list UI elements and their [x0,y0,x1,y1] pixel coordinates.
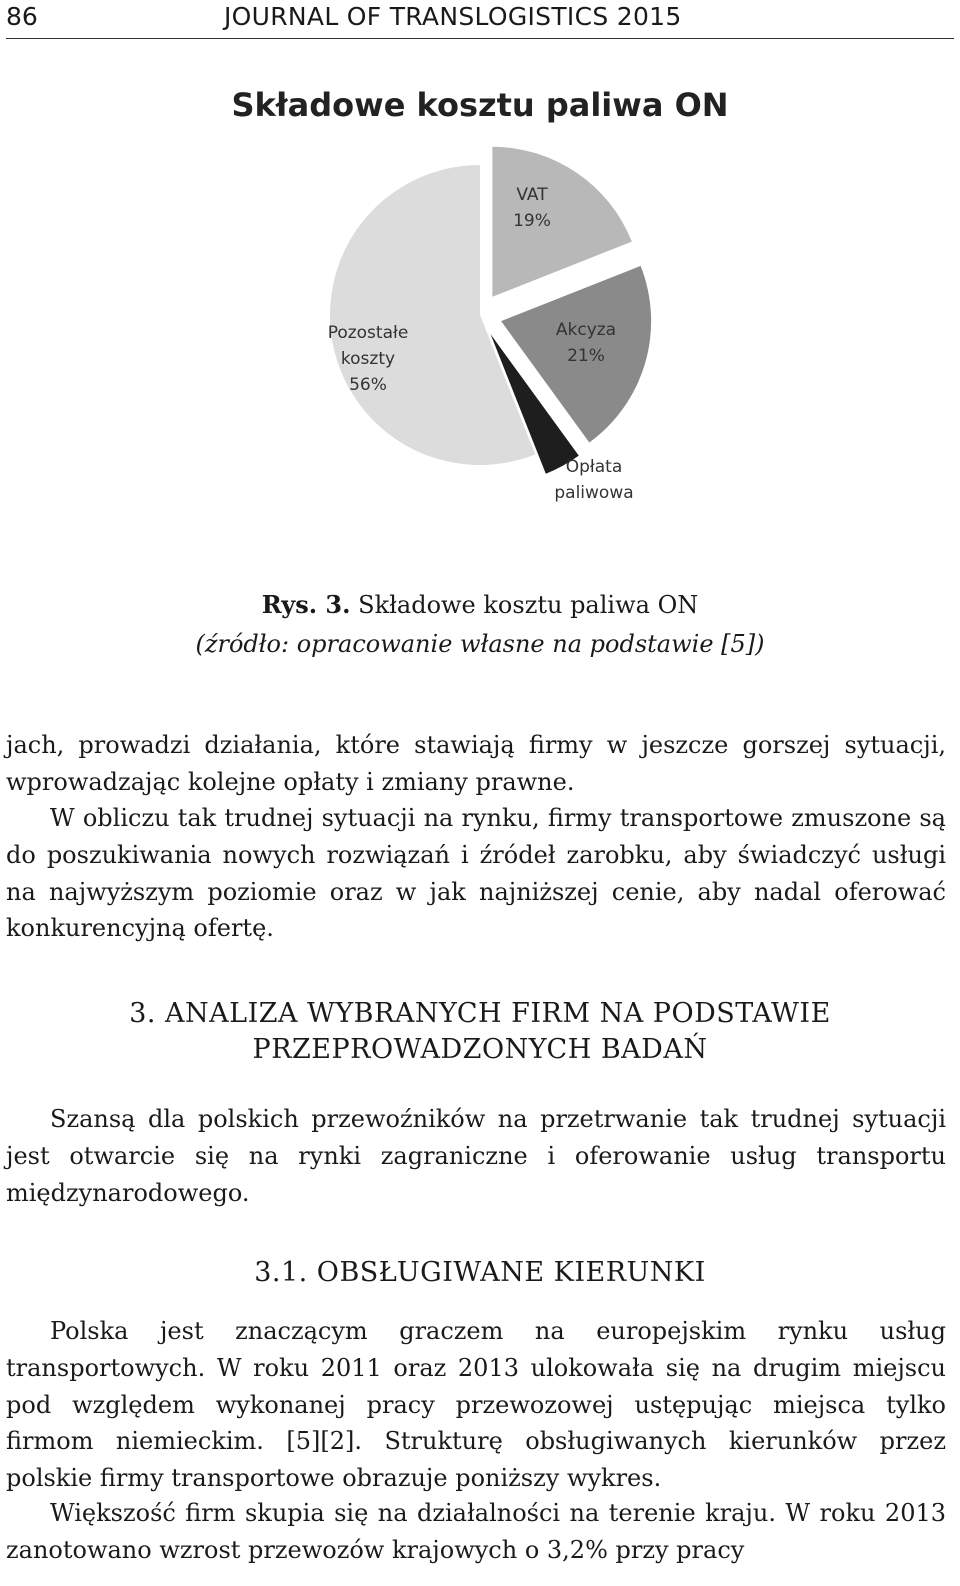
section-heading-line2: PRZEPROWADZONYCH BADAŃ [252,1034,708,1065]
page-header [6,0,954,39]
pie-label-0: VAT 19% [513,185,551,231]
pie-label-3: Pozostałe koszty 56% [327,323,409,395]
subsection-heading-3-1: 3.1. OBSŁUGIWANE KIERUNKI [254,1257,706,1288]
paragraph-2: W obliczu tak trudnej sytuacji na rynku, firmy transportowe zmuszone są do poszukiwania nowych rozwiązań i źródeł zarobku, aby świadczyć usługi na najwyższym poziomie oraz w jak najniższej cenie, aby nadal oferować konkurencyjną ofertę. [6,804,946,943]
pie-chart [230,80,730,520]
paragraph-5: Większość firm skupia się na działalności na terenie kraju. W roku 2013 zanotowano wzrost przewozów krajowych o 3,2% przy pracy [6,1499,946,1564]
section-heading-3 [0,996,960,1068]
figure-caption [0,590,960,619]
pie-label-1: Akcyza 21% [555,320,617,366]
page-number: 86 [6,2,38,31]
section-heading-line1: 3. ANALIZA WYBRANYCH FIRM NA PODSTAWIE [129,998,831,1029]
paragraph-1: jach, prowadzi działania, które stawiają firmy w jeszcze gorszej sytuacji, wprowadzając kolejne opłaty i zmiany prawne. [6,731,946,796]
figure-source: (źródło: opracowanie własne na podstawie [5]) [195,630,765,658]
paragraph-4: Polska jest znaczącym graczem na europejskim rynku usług transportowych. W roku 2011 oraz 2013 ulokowała się na drugim miejscu pod względem wykonanej pracy przewozowej ustępując miejsca tylko firmom niemieckim. [5][2]. Strukturę obsługiwanych kierunków przez polskie firmy transportowe obrazuje poniższy wykres. [6,1317,946,1493]
paragraph-3: Szansą dla polskich przewoźników na przetrwanie tak trudnej sytuacji jest otwarcie się na rynki zagraniczne i oferowanie usług transportu międzynarodowego. [6,1105,946,1207]
caption-label: Rys. 3. [261,590,351,619]
journal-title: JOURNAL OF TRANSLOGISTICS 2015 [224,2,682,31]
pie-label-2: Opłata paliwowa [554,457,634,503]
caption-text: Składowe kosztu paliwa ON [358,591,699,619]
chart-title: Składowe kosztu paliwa ON [231,86,729,124]
pie-chart-figure [230,80,730,520]
